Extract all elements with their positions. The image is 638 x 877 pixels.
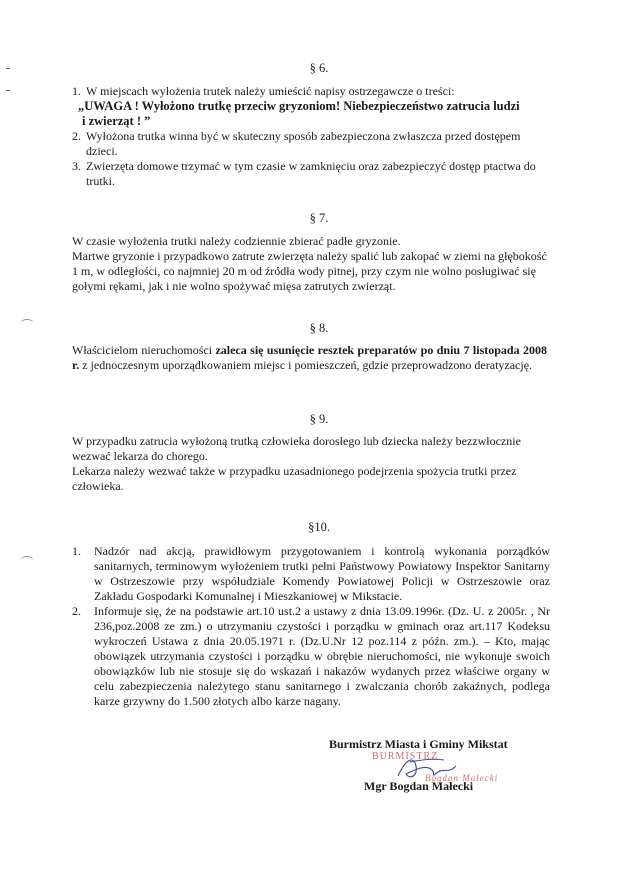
bold-text: zaleca się usunięcie resztek preparatów po dniu 7 listopada 2008 r. [72,343,547,372]
section-9-paragraph [72,434,548,494]
margin-dash-mark [6,90,10,91]
list-item [72,544,550,604]
section-10-list [72,544,550,709]
item-text: Zwierzęta domowe trzymać w tym czasie w zamknięciu oraz zabezpieczyć dostęp ptactwa do trutki. [86,159,536,188]
section-6-list [72,84,554,189]
section-8-title: § 8. [309,321,329,335]
item-number: 1. [72,84,81,98]
stamp-text: Bogdan Małecki [425,773,499,783]
paragraph-line: W czasie wyłożenia trutki należy codziennie zbierać padłe gryzonie. [72,234,401,248]
section-7-paragraph [72,234,552,294]
list-item [72,129,554,159]
signatory-name: Mgr Bogdan Małecki [364,779,474,793]
section-8-paragraph [72,343,547,373]
list-item [72,159,554,189]
warning-text [72,99,554,129]
item-number: 3. [72,159,81,173]
item-text: W miejscach wyłożenia trutek należy umieścić napisy ostrzegawcze o treści: [86,84,455,98]
item-text: Wyłożona trutka winna być w skuteczny sposób zabezpieczona zwłaszcza przed dostępem dzieci. [86,129,521,158]
section-7-title: § 7. [309,211,329,225]
paragraph-text: W przypadku zatrucia wyłożoną trutką człowieka dorosłego lub dziecka należy bezzwłocznie wezwać lekarza do chorego. [72,434,521,463]
paragraph-text: Lekarza należy wezwać także w przypadku uzasadnionego podejrzenia spożycia trutki przez człowieka. [72,464,517,493]
stamp-text: BURMISTRZ [372,751,439,762]
list-item [72,604,550,709]
section-10-title: §10. [308,520,330,534]
list-item [72,84,554,99]
section-9-title: § 9. [309,412,329,426]
warning-line: „UWAGA ! Wyłożono trutkę przeciw gryzoniom! Niebezpieczeństwo zatrucia ludzi [78,99,520,113]
signature-title: Burmistrz Miasta i Gminy Mikstat [329,737,508,751]
paragraph-text: Właścicielom nieruchomości [72,343,216,357]
section-6-title: § 6. [309,61,329,75]
margin-hole-mark [20,556,34,565]
warning-line: i zwierząt ! ” [82,114,151,128]
item-text: Informuje się, że na podstawie art.10 ust.2 a ustawy z dnia 13.09.1996r. (Dz. U. z 2005r. , Nr 236,poz.2008 ze zm.) o utrzymaniu czystości i porządku w gminach oraz art.117 Kodeksu wykroczeń Ustawa z dnia 20.05.1971 r. (Dz.U.Nr 12 poz.114 z późn. zm.). – Kto, mając obowiązek utrzymania czystości i porządku w obrębie nieruchomości, nie wykonuje swoich obowiązków lub nie stosuje się do wskazań i nakazów wydanych przez właściwe organy w celu zabezpieczenia należytego stanu sanitarnego i zwalczania chorób zakaźnych, podlega karze grzywny do 1.500 złotych albo karze nagany. [94,604,550,708]
paragraph-text: Martwe gryzonie i przypadkowo zatrute zwierzęta należy spalić lub zakopać w ziemi na głębokość 1 m, w odległości, co najmniej 20 m od źródła wody pitnej, przy czym nie wolno posługiwać się gołymi rękami, jak i nie wolno spożywać mięsa zatrutych zwierząt. [72,249,547,293]
item-text: Nadzór nad akcją, prawidłowym przygotowaniem i kontrolą wykonania porządków sanitarnych, terminowym wyłożeniem trutki pełni Państwowy Powiatowy Inspektor Sanitarny w Ostrzeszowie przy współudziale Komendy Powiatowej Policji w Ostrzeszowie oraz Zakładu Gospodarki Komunalnej i Mieszkaniowej w Mikstacie. [94,544,550,603]
item-number: 1. [72,544,81,558]
paragraph-text: z jednoczesnym uporządkowaniem miejsc i pomieszczeń, gdzie przeprowadzono deratyzację. [79,358,533,372]
item-number: 2. [72,604,81,618]
item-number: 2. [72,129,81,143]
